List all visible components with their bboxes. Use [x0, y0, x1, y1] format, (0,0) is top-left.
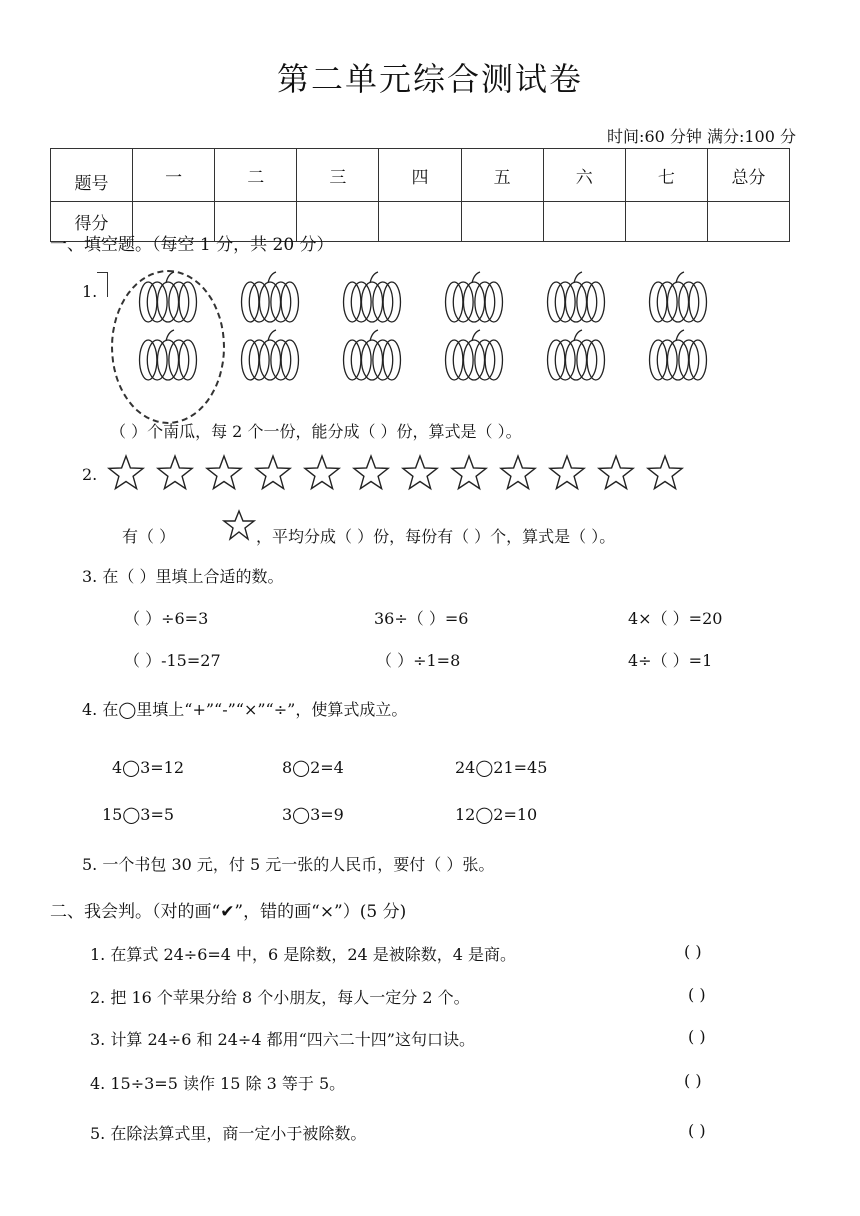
pumpkin-icon	[344, 272, 401, 322]
score-input[interactable]	[461, 202, 543, 242]
pumpkin-icon	[548, 330, 605, 380]
judge-item: 1. 在算式 24÷6=4 中，6 是除数，24 是被除数，4 是商。	[90, 945, 517, 964]
score-table	[50, 148, 790, 242]
pumpkin-icon	[446, 330, 503, 380]
score-input[interactable]	[379, 202, 461, 242]
score-input[interactable]	[543, 202, 625, 242]
q4-item: 15◯3=5	[102, 805, 175, 824]
star-icon	[256, 456, 290, 489]
q1-text: （ ）个南瓜，每 2 个一份，能分成（ ）份，算式是（ ）。	[110, 422, 522, 441]
q3-item: （ ）-15=27	[124, 651, 221, 670]
score-label: 得分	[51, 202, 133, 242]
star-icon	[305, 456, 339, 489]
exam-meta: 时间:60 分钟 满分:100 分	[607, 127, 796, 146]
q4-item: 12◯2=10	[455, 805, 538, 824]
star-icon	[599, 456, 633, 489]
judge-item: 4. 15÷3=5 读作 15 除 3 等于 5。	[90, 1074, 346, 1093]
pumpkin-icon	[650, 330, 707, 380]
pumpkin-icon	[140, 330, 197, 380]
q3-item: （ ）÷6=3	[124, 609, 209, 628]
star-icon	[452, 456, 486, 489]
q5-text: 5. 一个书包 30 元，付 5 元一张的人民币，要付（ ）张。	[82, 855, 495, 874]
score-cell: 四	[379, 149, 461, 202]
score-input[interactable]	[625, 202, 707, 242]
q3-text: 3. 在（ ）里填上合适的数。	[82, 567, 284, 586]
pumpkin-icon	[650, 272, 707, 322]
score-cell: 六	[543, 149, 625, 202]
score-cell: 二	[215, 149, 297, 202]
pumpkin-icon	[548, 272, 605, 322]
score-cell: 总分	[707, 149, 789, 202]
star-icon	[550, 456, 584, 489]
judge-answer[interactable]: ( )	[688, 985, 706, 1004]
pumpkin-icon	[344, 330, 401, 380]
judge-item: 5. 在除法算式里，商一定小于被除数。	[90, 1124, 367, 1143]
score-input[interactable]	[707, 202, 789, 242]
score-cell: 一	[133, 149, 215, 202]
section2-heading: 二、我会判。（对的画“✔”，错的画“×”）(5 分)	[50, 902, 407, 922]
q1-number: 1.	[82, 282, 98, 301]
pumpkin-icon	[242, 272, 299, 322]
q4-item: 8◯2=4	[282, 758, 344, 777]
judge-answer[interactable]: ( )	[688, 1121, 706, 1140]
q2-text-b: ，平均分成（ ）份，每份有（ ）个，算式是（ ）。	[256, 527, 616, 546]
judge-item: 3. 计算 24÷6 和 24÷4 都用“四六二十四”这句口诀。	[90, 1030, 475, 1049]
star-icon	[222, 509, 256, 541]
pumpkin-icon	[140, 272, 197, 322]
q2-number: 2.	[82, 465, 98, 484]
star-icon	[501, 456, 535, 489]
pumpkin-group	[108, 268, 728, 428]
stars-illustration	[106, 453, 696, 497]
star-icon	[109, 456, 143, 489]
score-cell: 三	[297, 149, 379, 202]
star-icon	[403, 456, 437, 489]
star-row	[106, 453, 696, 497]
score-table-header-row	[51, 149, 790, 202]
judge-answer[interactable]: ( )	[688, 1027, 706, 1046]
q4-text: 4. 在◯里填上“+”“-”“×”“÷”，使算式成立。	[82, 700, 408, 719]
pumpkins-illustration	[108, 268, 728, 428]
q3-item: 36÷（ ）=6	[374, 609, 469, 628]
q4-item: 4◯3=12	[112, 758, 185, 777]
page-title: 第二单元综合测试卷	[276, 60, 583, 98]
answer-bracket	[97, 272, 108, 297]
judge-item: 2. 把 16 个苹果分给 8 个小朋友，每人一定分 2 个。	[90, 988, 470, 1007]
star-icon	[207, 456, 241, 489]
pumpkin-icon	[242, 330, 299, 380]
judge-answer[interactable]: ( )	[684, 1071, 702, 1090]
q2-text-a: 有（ ）	[122, 527, 176, 546]
q4-item: 24◯21=45	[455, 758, 548, 777]
star-icon	[648, 456, 682, 489]
star-icon	[354, 456, 388, 489]
q3-item: 4×（ ）=20	[628, 609, 723, 628]
q3-item: 4÷（ ）=1	[628, 651, 713, 670]
score-cell: 题号	[51, 149, 133, 202]
score-cell: 七	[625, 149, 707, 202]
section1-heading: 一、填空题。（每空 1 分，共 20 分）	[50, 235, 334, 255]
q3-item: （ ）÷1=8	[376, 651, 461, 670]
star-icon	[158, 456, 192, 489]
judge-answer[interactable]: ( )	[684, 942, 702, 961]
score-cell: 五	[461, 149, 543, 202]
q4-item: 3◯3=9	[282, 805, 344, 824]
pumpkin-icon	[446, 272, 503, 322]
